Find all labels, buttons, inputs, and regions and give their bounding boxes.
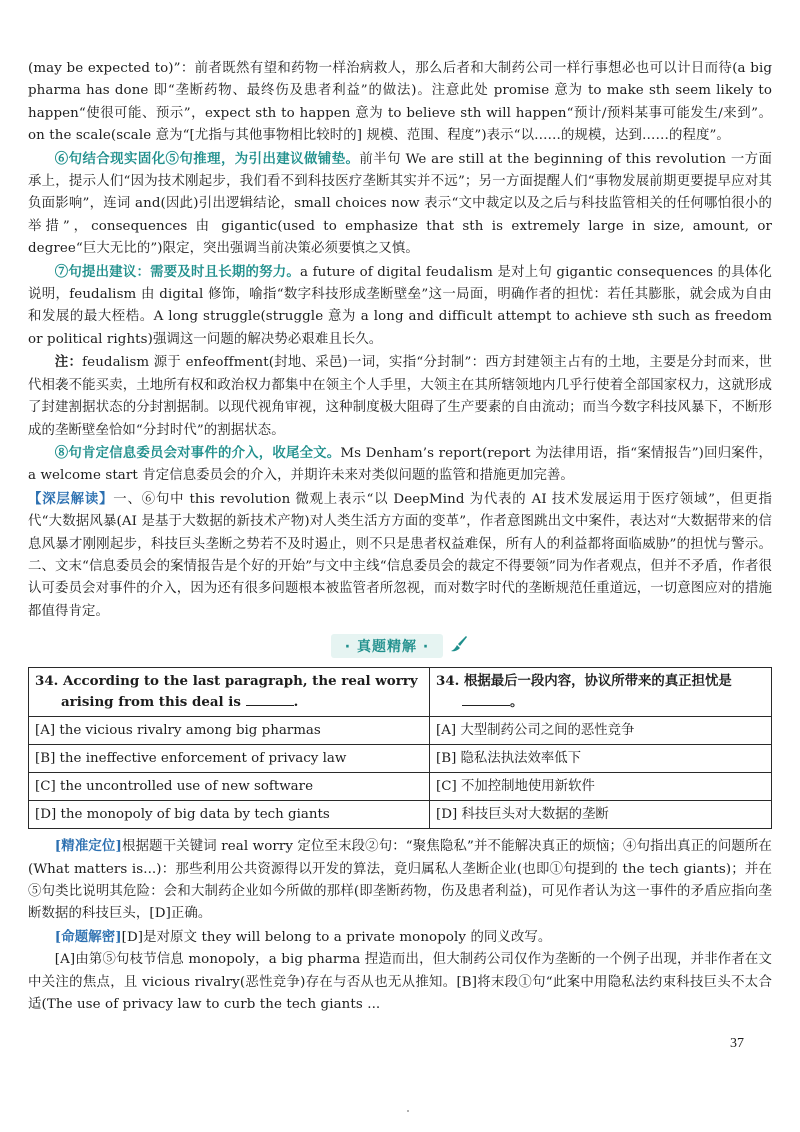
question-header-row	[29, 668, 772, 717]
option-b-zh: [B] 隐私法执法效率低下	[430, 745, 772, 773]
page-content	[28, 58, 772, 1016]
option-c-en: [C] the uncontrolled use of new software	[29, 773, 430, 801]
paragraph-4-lead: ⑧句肯定信息委员会对事件的介入，收尾全文。	[54, 444, 341, 461]
analysis-2-label: [命题解密]	[54, 928, 122, 945]
analysis-1-label: [精准定位]	[54, 838, 122, 855]
note-label: 注：	[54, 354, 83, 371]
paragraph-3-body: a future of digital feudalism 是对上句 gigantic consequences 的具体化说明，feudalism 由 digital 修饰，喻指“数字科技形成垄断壁垒”这一局面，明确作者的担忧：若任其膨胀，就会成为自由和发展的最大桎梏。A long struggle(struggle 意为 a long and difficult attempt to achieve sth such as freedom or political rights)强调这一问题的解决势必艰难且长久。	[28, 264, 772, 347]
note-body: feudalism 源于 enfeoffment(封地、采邑)一词，实指“分封制”：西方封建领主占有的土地，主要是分封而来，世代相袭不能买卖，土地所有权和政治权力都集中在领主个人手里，大领主在其所辖领地内几乎行使着全部国家权力，这就形成了封建割据状态的分封割据制。以现代视角审视，这种制度极大阻碍了生产要素的自由流动；而当今数字科技风暴下，不断形成的垄断壁垒恰如“分封时代”的割据状态。	[28, 355, 772, 438]
question-zh-head	[430, 668, 772, 717]
analysis-paragraph-1	[28, 835, 772, 926]
note-paragraph	[28, 351, 772, 442]
paragraph-1	[28, 58, 772, 148]
paragraph-2-body: 前半句 We are still at the beginning of this revolution 一方面承上，提示人们“因为技术刚起步，我们看不到科技医疗垄断其实并不远”；另一方面提醒人们“事物发展前期更要提早应对其负面影响”，连词 and(因此)引出逻辑结论，small choices now 表示“文中裁定以及之后与科技监管相关的任何哪怕很小的举措”，consequences 由 gigantic(used to emphasize that sth is extremely large in size, amount, or degree“巨大无比的”)限定，突出强调当前决策必须要慎之又慎。	[28, 151, 772, 257]
analysis-1-body: 根据题干关键词 real worry 定位至末段②句：“聚焦隐私”并不能解决真正的烦恼；④句指出真正的问题所在(What matters is...)：那些利用公共资源得以开发的算法，竟归属私人垄断企业(也即①句提到的 the tech giants)；并在⑤句类比说明其危险：会和大制药企业如今所做的那样(即垄断药物，伤及患者利益)，可见作者认为这一事件的矛盾应指向垄断数据的科技巨头，[D]正确。	[28, 839, 772, 922]
option-a-en: [A] the vicious rivalry among big pharmas	[29, 717, 430, 745]
analysis-2-body: [D]是对原文 they will belong to a private monopoly 的同义改写。	[121, 929, 552, 945]
question-en-text: 34. According to the last paragraph, the real worry arising from this deal is	[35, 673, 418, 711]
paragraph-4-body: Ms Denham’s report(report 为法律用语，指“案情报告”)回归案件，a welcome start 肯定信息委员会的介入，并期许未来对类似问题的监管和措施更加完善。	[28, 445, 772, 484]
paragraph-4	[28, 442, 772, 488]
analysis-3-body: [A]由第⑤句枝节信息 monopoly，a big pharma 捏造而出，但大制药公司仅作为垄断的一个例子出现，并非作者在文中关注的焦点，且 vicious rivalry(恶性竞争)存在与否从也无从推知。[B]将末段①句“此案中用隐私法约束科技巨头不太合适(The use of privacy law to curb the tech giants ...	[28, 952, 772, 1012]
paragraph-3-lead: ⑦句提出建议：需要及时且长期的努力。	[54, 263, 301, 280]
section-title-text: · 真题精解 ·	[331, 634, 443, 658]
question-en-period: .	[293, 694, 299, 711]
deep-reading-body: 一、⑥句中 this revolution 微观上表示“以 DeepMind 为代表的 AI 技术发展运用于医疗领域”，但更指代“大数据风暴(AI 是基于大数据的新技术产物)对人类生活方方面的变革”，作者意图跳出文中案件，表达对“大数据带来的信息风暴才刚刚起步，科技巨头垄断之势若不及时遏止，则不只是患者权益难保，所有人的利益都将面临威胁”的担忧与警示。二、文末“信息委员会的案情报告是个好的开始”与文中主线“信息委员会的裁定不得要领”同为作者观点，但并不矛盾，作者很认可委员会对事件的介入，因为还有很多问题根本被监管者所忽视，而对数字时代的垄断规范任重道远，一切意图应对的措施都值得肯定。	[28, 491, 772, 619]
option-row-a	[29, 717, 772, 745]
deep-reading-paragraph	[28, 488, 772, 623]
option-row-c	[29, 773, 772, 801]
question-en-head	[29, 668, 430, 717]
paragraph-3	[28, 261, 772, 352]
option-b-en: [B] the ineffective enforcement of privacy law	[29, 745, 430, 773]
question-table	[28, 667, 772, 829]
paragraph-2-lead: ⑥句结合现实固化⑤句推理，为引出建议做铺垫。	[54, 150, 360, 167]
question-zh-text: 34. 根据最后一段内容，协议所带来的真正担忧是	[436, 673, 732, 690]
paragraph-1-text: (may be expected to)”：前者既然有望和药物一样治病救人，那么后者和大制药公司一样行事想必也可以计日而待(a big pharma has done 即“垄断药物、最终伤及患者利益”的做法)。注意此处 promise 意为 to make sth seem likely to happen“使很可能、预示”，expect sth to happen 意为 to believe sth will happen“预计/预料某事可能发生/来到”。on the scale(scale 意为“[尤指与其他事物相比较时的] 规模、范围、程度”)表示“以……的规模，达到……的程度”。	[28, 61, 772, 144]
option-c-zh: [C] 不加控制地使用新软件	[430, 773, 772, 801]
analysis-paragraph-2	[28, 926, 772, 949]
option-d-en: [D] the monopoly of big data by tech giants	[29, 801, 430, 829]
page-speck	[407, 1110, 409, 1112]
deep-reading-label: 【深层解读】	[28, 490, 114, 507]
option-a-zh: [A] 大型制药公司之间的恶性竞争	[430, 717, 772, 745]
brush-icon	[447, 633, 469, 659]
option-d-zh: [D] 科技巨头对大数据的垄断	[430, 801, 772, 829]
page-number: 37	[730, 1036, 744, 1051]
paragraph-2	[28, 148, 772, 261]
question-zh-period: 。	[510, 694, 524, 711]
option-row-b	[29, 745, 772, 773]
section-title	[28, 633, 772, 659]
answer-blank-zh	[462, 693, 510, 706]
answer-blank-en	[246, 693, 294, 706]
option-row-d	[29, 801, 772, 829]
analysis-paragraph-3	[28, 949, 772, 1016]
